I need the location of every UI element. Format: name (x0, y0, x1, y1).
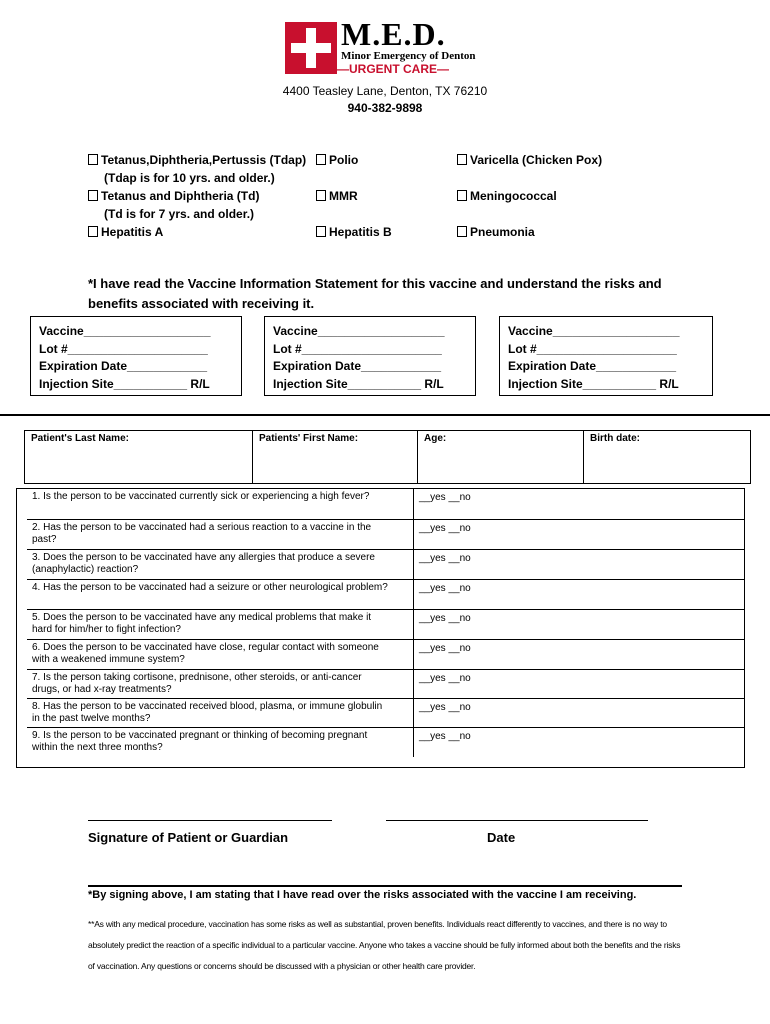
signature-label: Signature of Patient or Guardian (88, 830, 289, 845)
lot-box-1[interactable] (30, 316, 242, 396)
yes-no-answer[interactable]: __yes __no (419, 643, 471, 654)
lot-box-3[interactable] (499, 316, 713, 396)
vis-statement: *I have read the Vaccine Information Statement for this vaccine and understand the risks and benefits associated with receiving it. (88, 276, 662, 311)
question-row (27, 669, 745, 698)
lot-field: Lot #_____________________ (508, 341, 677, 356)
yes-no-answer[interactable]: __yes __no (419, 553, 471, 564)
vaccine-option-meningococcal[interactable]: Meningococcal (457, 189, 557, 203)
lot-field: Lot #_____________________ (273, 341, 442, 356)
vaccine-option-polio[interactable]: Polio (316, 153, 358, 167)
patient-info-table (24, 430, 751, 484)
vaccine-field: Vaccine___________________ (508, 324, 680, 338)
last-name-field[interactable]: Patient's Last Name: (25, 431, 253, 483)
vaccine-option-hepatitis-b[interactable]: Hepatitis B (316, 225, 392, 239)
screening-questions (16, 488, 745, 768)
vaccine-option-td[interactable]: Tetanus and Diphtheria (Td) (88, 189, 259, 203)
question-text: 2. Has the person to be vaccinated had a serious reaction to a vaccine in the past? (32, 522, 372, 545)
first-name-field[interactable]: Patients' First Name: (253, 431, 418, 483)
question-text: 4. Has the person to be vaccinated had a seizure or other neurological problem? (32, 582, 388, 593)
expiration-field: Expiration Date____________ (508, 359, 677, 373)
logo-tagline: —URGENT CARE— (337, 62, 450, 76)
yes-no-answer[interactable]: __yes __no (419, 583, 471, 594)
td-note: (Td is for 7 yrs. and older.) (104, 207, 255, 221)
injection-site-field: Injection Site___________ R/L (508, 376, 679, 391)
checkbox-icon[interactable] (457, 190, 467, 201)
lot-field: Lot #_____________________ (39, 341, 208, 356)
checkbox-icon[interactable] (88, 154, 98, 165)
injection-site-field: Injection Site___________ R/L (39, 376, 210, 391)
question-row (27, 639, 745, 669)
signing-statement: *By signing above, I am stating that I have read over the risks associated with the vaccine I am receiving. (88, 889, 637, 901)
checkbox-icon[interactable] (457, 154, 467, 165)
vaccine-option-pneumonia[interactable]: Pneumonia (457, 225, 535, 239)
clinic-phone: 940-382-9898 (347, 101, 423, 115)
lot-box-2[interactable] (264, 316, 476, 396)
signature-line[interactable] (88, 820, 332, 821)
yes-no-answer[interactable]: __yes __no (419, 613, 471, 624)
question-row (27, 549, 745, 579)
question-row (27, 579, 745, 609)
age-field[interactable]: Age: (418, 431, 584, 483)
expiration-field: Expiration Date____________ (273, 359, 442, 373)
question-text: 8. Has the person to be vaccinated received blood, plasma, or immune globulin in the past twelve months? (32, 701, 383, 724)
vaccine-field: Vaccine___________________ (39, 324, 211, 338)
checkbox-icon[interactable] (316, 190, 326, 201)
tdap-note: (Tdap is for 10 yrs. and older.) (104, 171, 275, 185)
question-text: 3. Does the person to be vaccinated have any allergies that produce a severe (anaphylactic) reaction? (32, 552, 375, 575)
vaccine-option-tdap[interactable]: Tetanus,Diphtheria,Pertussis (Tdap) (88, 153, 306, 167)
logo-subtitle: Minor Emergency of Denton (341, 50, 476, 62)
checkbox-icon[interactable] (316, 154, 326, 165)
logo-name: M.E.D. (341, 16, 446, 52)
checkbox-icon[interactable] (457, 226, 467, 237)
question-row (27, 727, 745, 757)
yes-no-answer[interactable]: __yes __no (419, 702, 471, 713)
question-row (27, 489, 745, 519)
clinic-logo (285, 16, 485, 78)
yes-no-answer[interactable]: __yes __no (419, 523, 471, 534)
date-label: Date (487, 830, 516, 845)
clinic-address: 4400 Teasley Lane, Denton, TX 76210 (282, 84, 488, 98)
question-row (27, 519, 745, 549)
section-divider (0, 414, 770, 416)
birth-date-field[interactable]: Birth date: (590, 433, 640, 444)
vaccine-field: Vaccine___________________ (273, 324, 445, 338)
date-line[interactable] (386, 820, 648, 821)
question-row (27, 609, 745, 639)
question-row (27, 698, 745, 727)
vaccine-option-varicella[interactable]: Varicella (Chicken Pox) (457, 153, 602, 167)
statement-rule (88, 885, 682, 887)
checkbox-icon[interactable] (88, 226, 98, 237)
yes-no-answer[interactable]: __yes __no (419, 492, 471, 503)
question-text: 9. Is the person to be vaccinated pregnant or thinking of becoming pregnant within the next three months? (32, 730, 368, 753)
medical-cross-icon (285, 22, 337, 74)
expiration-field: Expiration Date____________ (39, 359, 208, 373)
vaccine-option-hepatitis-a[interactable]: Hepatitis A (88, 225, 163, 239)
question-text: 7. Is the person taking cortisone, prednisone, other steroids, or anti-cancer drugs, or had x-ray treatments? (32, 672, 362, 695)
question-text: 6. Does the person to be vaccinated have close, regular contact with someone with a weakened immune system? (32, 642, 379, 665)
yes-no-answer[interactable]: __yes __no (419, 731, 471, 742)
disclaimer-text: **As with any medical procedure, vaccination has some risks as well as substantial, proven benefits. Individuals react differently to vaccines, and there is no way to absolutely predict the reaction of a specific individual to a particular vaccine. Anyone who takes a vaccine should be fully informed about both the benefits and the risks of vaccination. Any questions or concerns should be discussed with a physician or other health care provider. (88, 919, 681, 971)
question-text: 5. Does the person to be vaccinated have any medical problems that make it hard for him/her to fight infection? (32, 612, 372, 635)
yes-no-answer[interactable]: __yes __no (419, 673, 471, 684)
checkbox-icon[interactable] (88, 190, 98, 201)
question-text: 1. Is the person to be vaccinated currently sick or experiencing a high fever? (32, 491, 370, 502)
checkbox-icon[interactable] (316, 226, 326, 237)
injection-site-field: Injection Site___________ R/L (273, 376, 444, 391)
vaccine-option-mmr[interactable]: MMR (316, 189, 358, 203)
